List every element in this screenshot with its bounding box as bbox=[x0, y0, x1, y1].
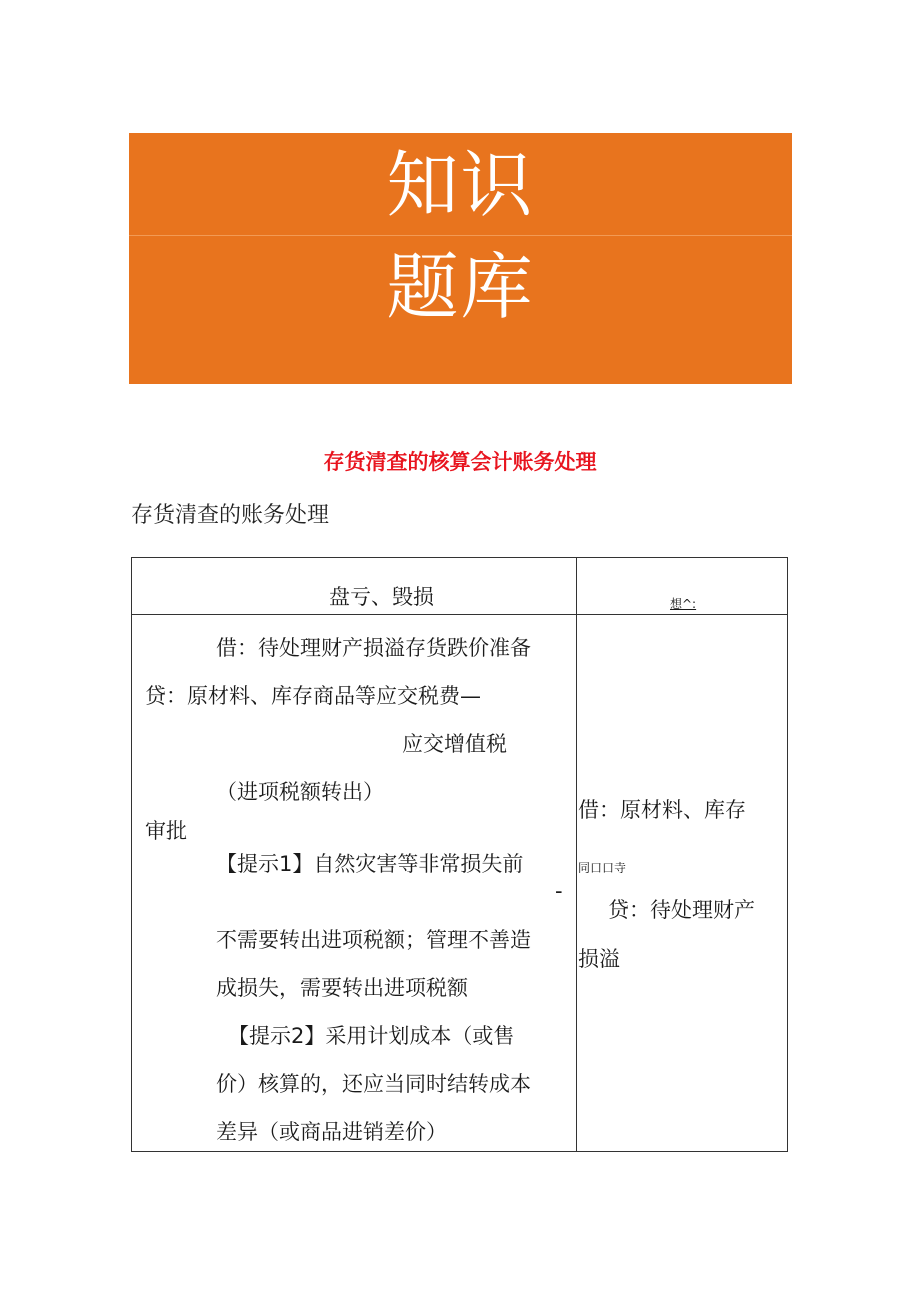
right-line-1: 借：原材料、库存 bbox=[578, 798, 746, 822]
title-banner bbox=[129, 133, 792, 384]
right-line-3: 贷：待处理财产 bbox=[608, 898, 755, 922]
table-header-divider bbox=[132, 614, 787, 615]
header-left-cell: 盘亏、毁损 bbox=[329, 585, 434, 609]
left-line-6: - bbox=[555, 879, 563, 903]
row-label-approval: 审批 bbox=[145, 819, 187, 843]
accounting-table bbox=[131, 557, 788, 1152]
left-line-9: 【提示2】采用计划成本（或售 bbox=[228, 1024, 515, 1048]
left-line-5: 【提示1】自然灾害等非常损失前 bbox=[216, 852, 524, 876]
left-line-10: 价）核算的，还应当同时结转成本 bbox=[216, 1072, 531, 1096]
left-line-2: 贷：原材料、库存商品等应交税费— bbox=[145, 684, 481, 708]
right-line-2: 同口口寺 bbox=[578, 861, 627, 875]
document-title: 存货清查的核算会计账务处理 bbox=[323, 450, 597, 474]
left-line-8: 成损失，需要转出进项税额 bbox=[216, 976, 468, 1000]
table-column-divider bbox=[576, 558, 577, 1151]
left-line-1: 借：待处理财产损溢存货跌价准备 bbox=[216, 636, 531, 660]
right-line-4: 损溢 bbox=[578, 947, 620, 971]
left-line-7: 不需要转出进项税额；管理不善造 bbox=[216, 928, 531, 952]
left-line-11: 差异（或商品进销差价） bbox=[216, 1120, 447, 1144]
banner-title-line-1: 知识 bbox=[386, 143, 535, 227]
banner-divider bbox=[129, 235, 792, 236]
left-line-4: （进项税额转出） bbox=[216, 780, 384, 804]
banner-title-line-2: 题库 bbox=[386, 245, 535, 329]
section-heading: 存货清查的账务处理 bbox=[131, 503, 330, 528]
header-right-cell: 想^: bbox=[670, 597, 697, 611]
left-line-3: 应交增值税 bbox=[402, 732, 507, 756]
